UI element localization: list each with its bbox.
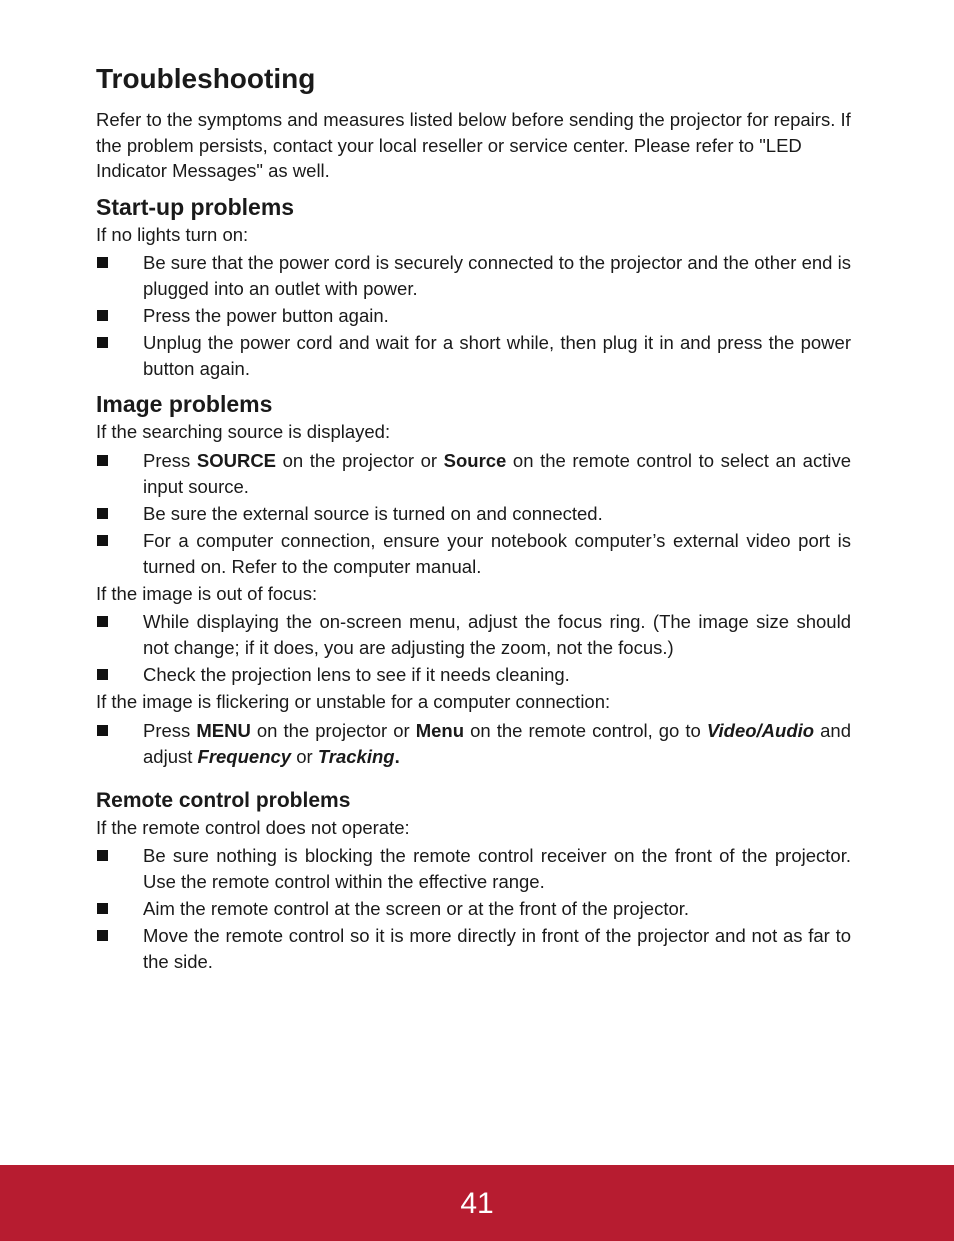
- list-item: Press the power button again.: [96, 303, 851, 329]
- square-bullet-icon: [97, 535, 108, 546]
- square-bullet-icon: [97, 508, 108, 519]
- list-item: Move the remote control so it is more directly in front of the projector and not as far to the side.: [96, 923, 851, 975]
- remote-list: [96, 843, 851, 975]
- image-heading: Image problems: [96, 391, 273, 417]
- remote-section: [96, 788, 851, 976]
- remote-lead: If the remote control does not operate:: [96, 816, 410, 838]
- list-item: Press MENU on the projector or Menu on the remote control, go to Video/Audio and adjust Frequency or Tracking.: [96, 718, 851, 770]
- list-item: Check the projection lens to see if it needs cleaning.: [96, 662, 851, 688]
- startup-list: [96, 250, 851, 382]
- list-item: Press SOURCE on the projector or Source on the remote control to select an active input source.: [96, 448, 851, 500]
- list-item: While displaying the on-screen menu, adjust the focus ring. (The image size should not change; if it does, you are adjusting the zoom, not the focus.): [96, 609, 851, 661]
- square-bullet-icon: [97, 850, 108, 861]
- square-bullet-icon: [97, 257, 108, 268]
- page-title: Troubleshooting: [96, 63, 316, 94]
- image-lead-focus: If the image is out of focus:: [96, 582, 318, 604]
- square-bullet-icon: [97, 310, 108, 321]
- image-lead-searching: If the searching source is displayed:: [96, 421, 391, 442]
- image-list-3: [96, 718, 851, 770]
- image-lead-flicker: If the image is flickering or unstable for a computer connection:: [96, 691, 611, 712]
- square-bullet-icon: [97, 930, 108, 941]
- startup-lead: If no lights turn on:: [96, 223, 249, 245]
- intro-paragraph: Refer to the symptoms and measures listed below before sending the projector for repairs. If the problem persists, contact your local reseller or service center. Please refer to "LED Indicator Messages" as well.: [96, 109, 851, 181]
- image-section: [96, 390, 851, 770]
- list-item: Aim the remote control at the screen or at the front of the projector.: [96, 896, 851, 922]
- startup-heading: Start-up problems: [96, 193, 295, 220]
- list-item: Be sure the external source is turned on and connected.: [96, 501, 851, 527]
- list-item: Be sure nothing is blocking the remote control receiver on the front of the projector. Use the remote control within the effective range.: [96, 843, 851, 895]
- remote-heading: Remote control problems: [96, 788, 351, 812]
- image-list-2: [96, 609, 851, 688]
- square-bullet-icon: [97, 903, 108, 914]
- page-number: 41: [460, 1187, 494, 1220]
- square-bullet-icon: [97, 669, 108, 680]
- square-bullet-icon: [97, 337, 108, 348]
- list-item: Unplug the power cord and wait for a short while, then plug it in and press the power button again.: [96, 330, 851, 382]
- square-bullet-icon: [97, 455, 108, 466]
- document-body: [96, 62, 851, 976]
- list-item: For a computer connection, ensure your notebook computer’s external video port is turned on. Refer to the computer manual.: [96, 528, 851, 580]
- image-list-1: [96, 448, 851, 580]
- startup-section: [96, 193, 851, 383]
- square-bullet-icon: [97, 725, 108, 736]
- square-bullet-icon: [97, 616, 108, 627]
- list-item: Be sure that the power cord is securely connected to the projector and the other end is plugged into an outlet with power.: [96, 250, 851, 302]
